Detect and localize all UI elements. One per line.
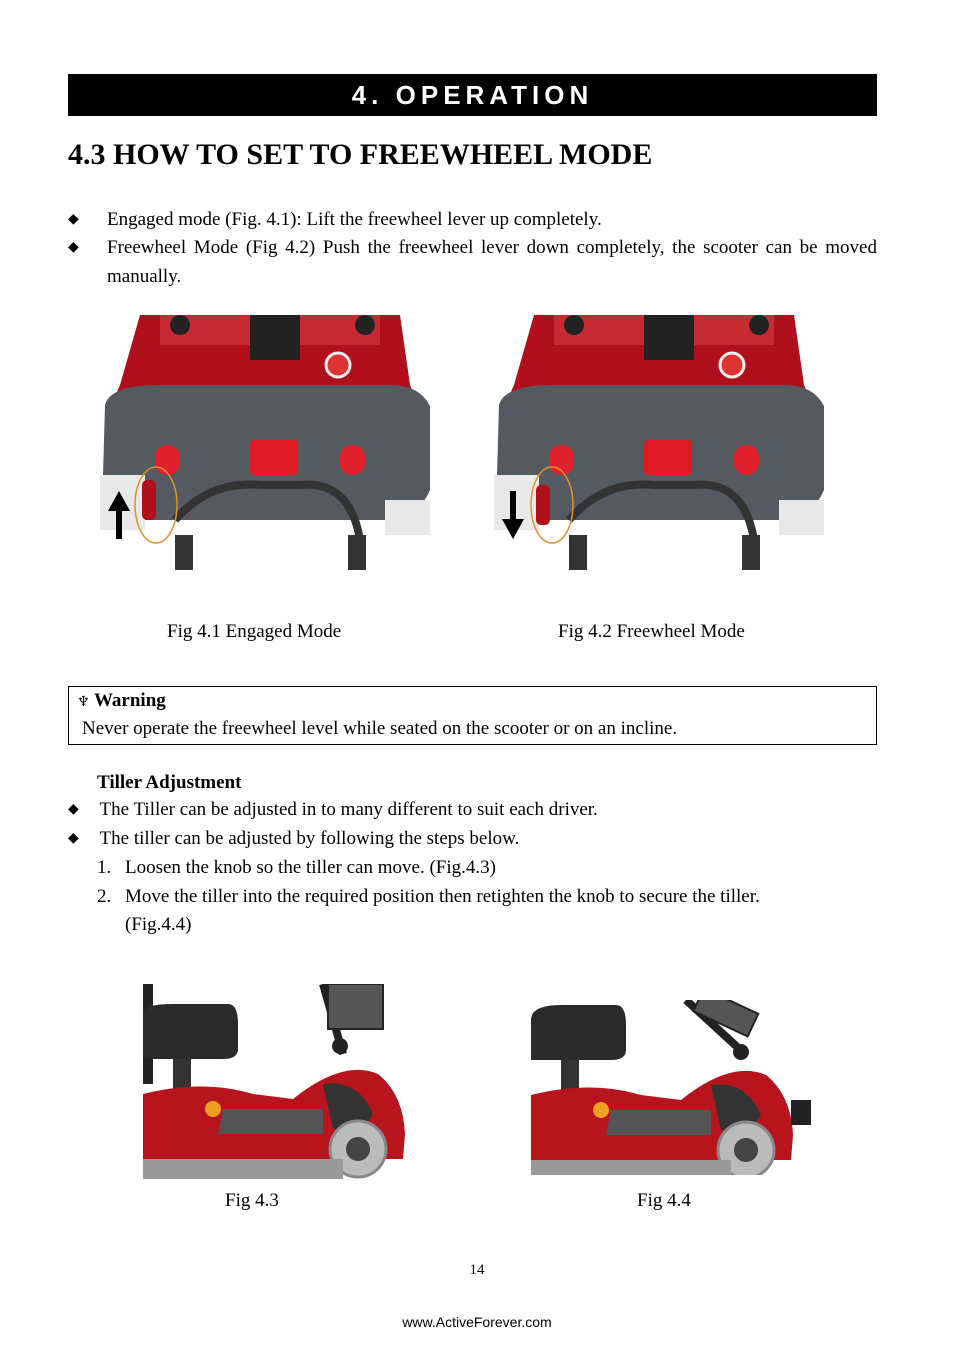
figure-caption: Fig 4.1 Engaged Mode [167,621,342,642]
warning-text: Never operate the freewheel level while seated on the scooter or on an incline. [82,718,678,739]
figure-caption: Fig 4.3 [225,1190,279,1211]
list-item [68,233,877,291]
list-item [68,799,598,821]
tiller-adjustment-title: Tiller Adjustment [97,772,242,793]
page-number: 14 [469,1262,485,1278]
warning-heading [77,690,166,712]
diamond-bullet-icon: ◆ [68,831,79,846]
step-text: Move the tiller into the required position then retighten the knob to secure the tiller. [125,886,760,907]
figure-tiller-loosened-photo [143,984,413,1179]
list-item [68,828,519,850]
bullet-text: Engaged mode (Fig. 4.1): Lift the freewheel lever up completely. [107,209,602,230]
page-heading: 4.3 HOW TO SET TO FREEWHEEL MODE [68,138,653,171]
warning-title: Warning [93,690,166,711]
step-item [97,857,496,879]
bullet-text: The Tiller can be adjusted in to many different to suit each driver. [99,799,598,820]
bullet-text: Freewheel Mode (Fig 4.2) Push the freewheel lever down completely, the scooter can be moved manually. [107,237,877,287]
list-item [68,205,877,234]
section-title: 4. OPERATION [351,79,594,110]
bullet-text: The tiller can be adjusted by following the steps below. [99,828,520,849]
step-number: 2. [97,886,112,907]
figure-tiller-tightened-photo [531,1000,831,1175]
figure-freewheel-mode-photo [494,315,824,575]
figure-engaged-mode-photo [100,315,430,575]
warning-icon: ♆ [77,695,90,710]
step-number: 1. [97,857,112,878]
diamond-bullet-icon: ◆ [68,240,79,255]
footer-url[interactable]: www.ActiveForever.com [402,1314,552,1330]
warning-box [68,686,877,745]
step-item [97,886,760,908]
step-text: Loosen the knob so the tiller can move. (Fig.4.3) [125,857,496,878]
diamond-bullet-icon: ◆ [68,802,79,817]
diamond-bullet-icon: ◆ [68,212,79,227]
section-header-bar [68,74,877,116]
step-text-continued: (Fig.4.4) [125,914,192,935]
figure-caption: Fig 4.2 Freewheel Mode [558,621,745,642]
figure-caption: Fig 4.4 [637,1190,691,1211]
